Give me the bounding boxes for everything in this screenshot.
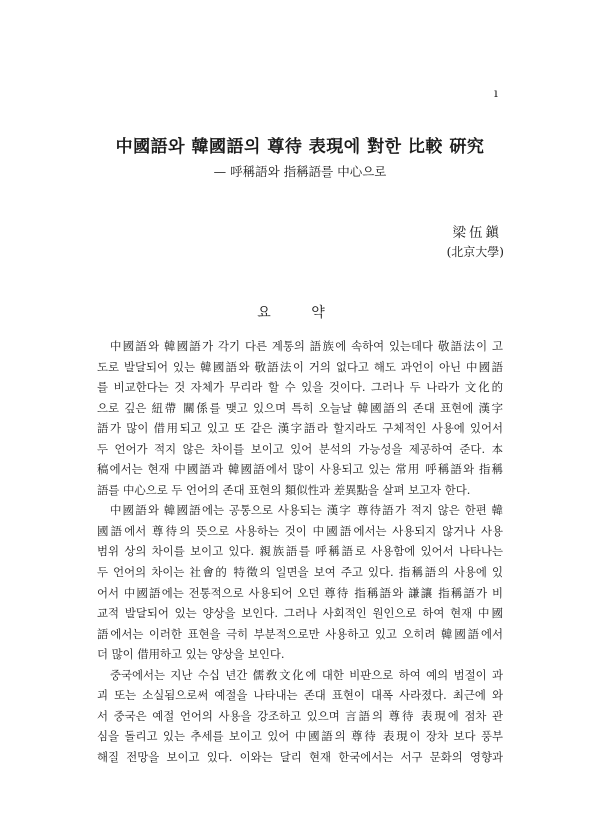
text-line: 中國語와 韓國語에는 공통으로 사용되는 漢字 尊待語가 적지 않은 한편 韓 [110, 503, 503, 518]
text-line: 語를 中心으로 두 언어의 존대 표현의 類似性과 差異點을 살펴 보고자 한다. [97, 482, 471, 497]
author-name: 梁伍鎭 [452, 225, 502, 241]
text-line: 어서 中國語에는 전통적으로 사용되어 오던 尊待 指稱語와 謙讓 指稱語가 비 [97, 585, 503, 600]
page-mark: ı [494, 86, 498, 100]
text-line: 두 언어가 적지 않은 차이를 보이고 있어 분석의 가능성을 제공하여 준다. 本 [97, 441, 503, 456]
text-line: 두 언어의 차이는 社會的 特徵의 일면을 보여 주고 있다. 指稱語의 사용에 있 [97, 565, 503, 580]
text-line: 서 중국은 예절 언어의 사용을 강조하고 있으며 言語의 尊待 表現에 점차 관 [97, 708, 503, 723]
author-affiliation: (北京大學) [446, 245, 504, 259]
text-line: 中國語와 韓國語가 각기 다른 계통의 語族에 속하여 있는데다 敬語法이 고 [110, 339, 503, 353]
text-line: 를 비교한다는 것 자체가 무리라 할 수 있을 것이다. 그러나 두 나라가 文化的 [97, 380, 503, 395]
abstract-body [97, 336, 503, 767]
abstract-paragraph-2 [97, 500, 503, 664]
text-line: 語에서는 이러한 표현을 극히 부분적으로만 사용하고 있고 오히려 韓國語에서 [97, 626, 503, 641]
text-line: 교적 발달되어 있는 양상을 보인다. 그러나 사회적인 원인으로 하여 현재 中國 [97, 606, 503, 621]
abstract-paragraph-1 [97, 336, 503, 500]
text-line: 중국에서는 지난 수십 년간 儒敎文化에 대한 비판으로 하여 예의 범절이 과 [110, 667, 503, 682]
paper-title: 中國語와 韓國語의 尊待 表現에 對한 比較 硏究 [115, 137, 485, 157]
abstract-paragraph-3 [97, 665, 503, 768]
text-line: 더 많이 借用하고 있는 양상을 보인다. [97, 647, 285, 662]
text-line: 도로 발달되어 있는 韓國語와 敬語法이 거의 없다고 해도 과언이 아닌 中國語 [97, 359, 503, 374]
paper-subtitle: — 呼稱語와 指稱語를 中心으로 [213, 164, 387, 179]
text-line: 심을 돌리고 있는 추세를 보이고 있어 中國語의 尊待 表現이 장차 보다 풍부 [97, 729, 503, 744]
text-line: 범위 상의 차이를 보이고 있다. 親族語를 呼稱語로 사용함에 있어서 나타나는 [97, 544, 503, 559]
text-line: 괴 또는 소실됨으로써 예절을 나타내는 존대 표현이 대폭 사라졌다. 최근에 와 [97, 688, 503, 703]
text-line: 語가 많이 借用되고 있고 또 같은 漢字語라 할지라도 구체적인 사용에 있어서 [97, 421, 503, 436]
abstract-heading: 요 약 [257, 305, 343, 321]
text-line: 國語에서 尊待의 뜻으로 사용하는 것이 中國語에서는 사용되지 않거나 사용 [97, 523, 503, 538]
text-line: 해질 전망을 보이고 있다. 이와는 달리 현재 한국에서는 서구 문화의 영향과 [97, 749, 503, 764]
text-line: 으로 깊은 紐帶 關係를 맺고 있으며 특히 오늘날 韓國語의 존대 표현에 漢字 [97, 400, 503, 415]
text-line: 稿에서는 현재 中國語과 韓國語에서 많이 사용되고 있는 常用 呼稱語와 指稱 [97, 462, 503, 477]
